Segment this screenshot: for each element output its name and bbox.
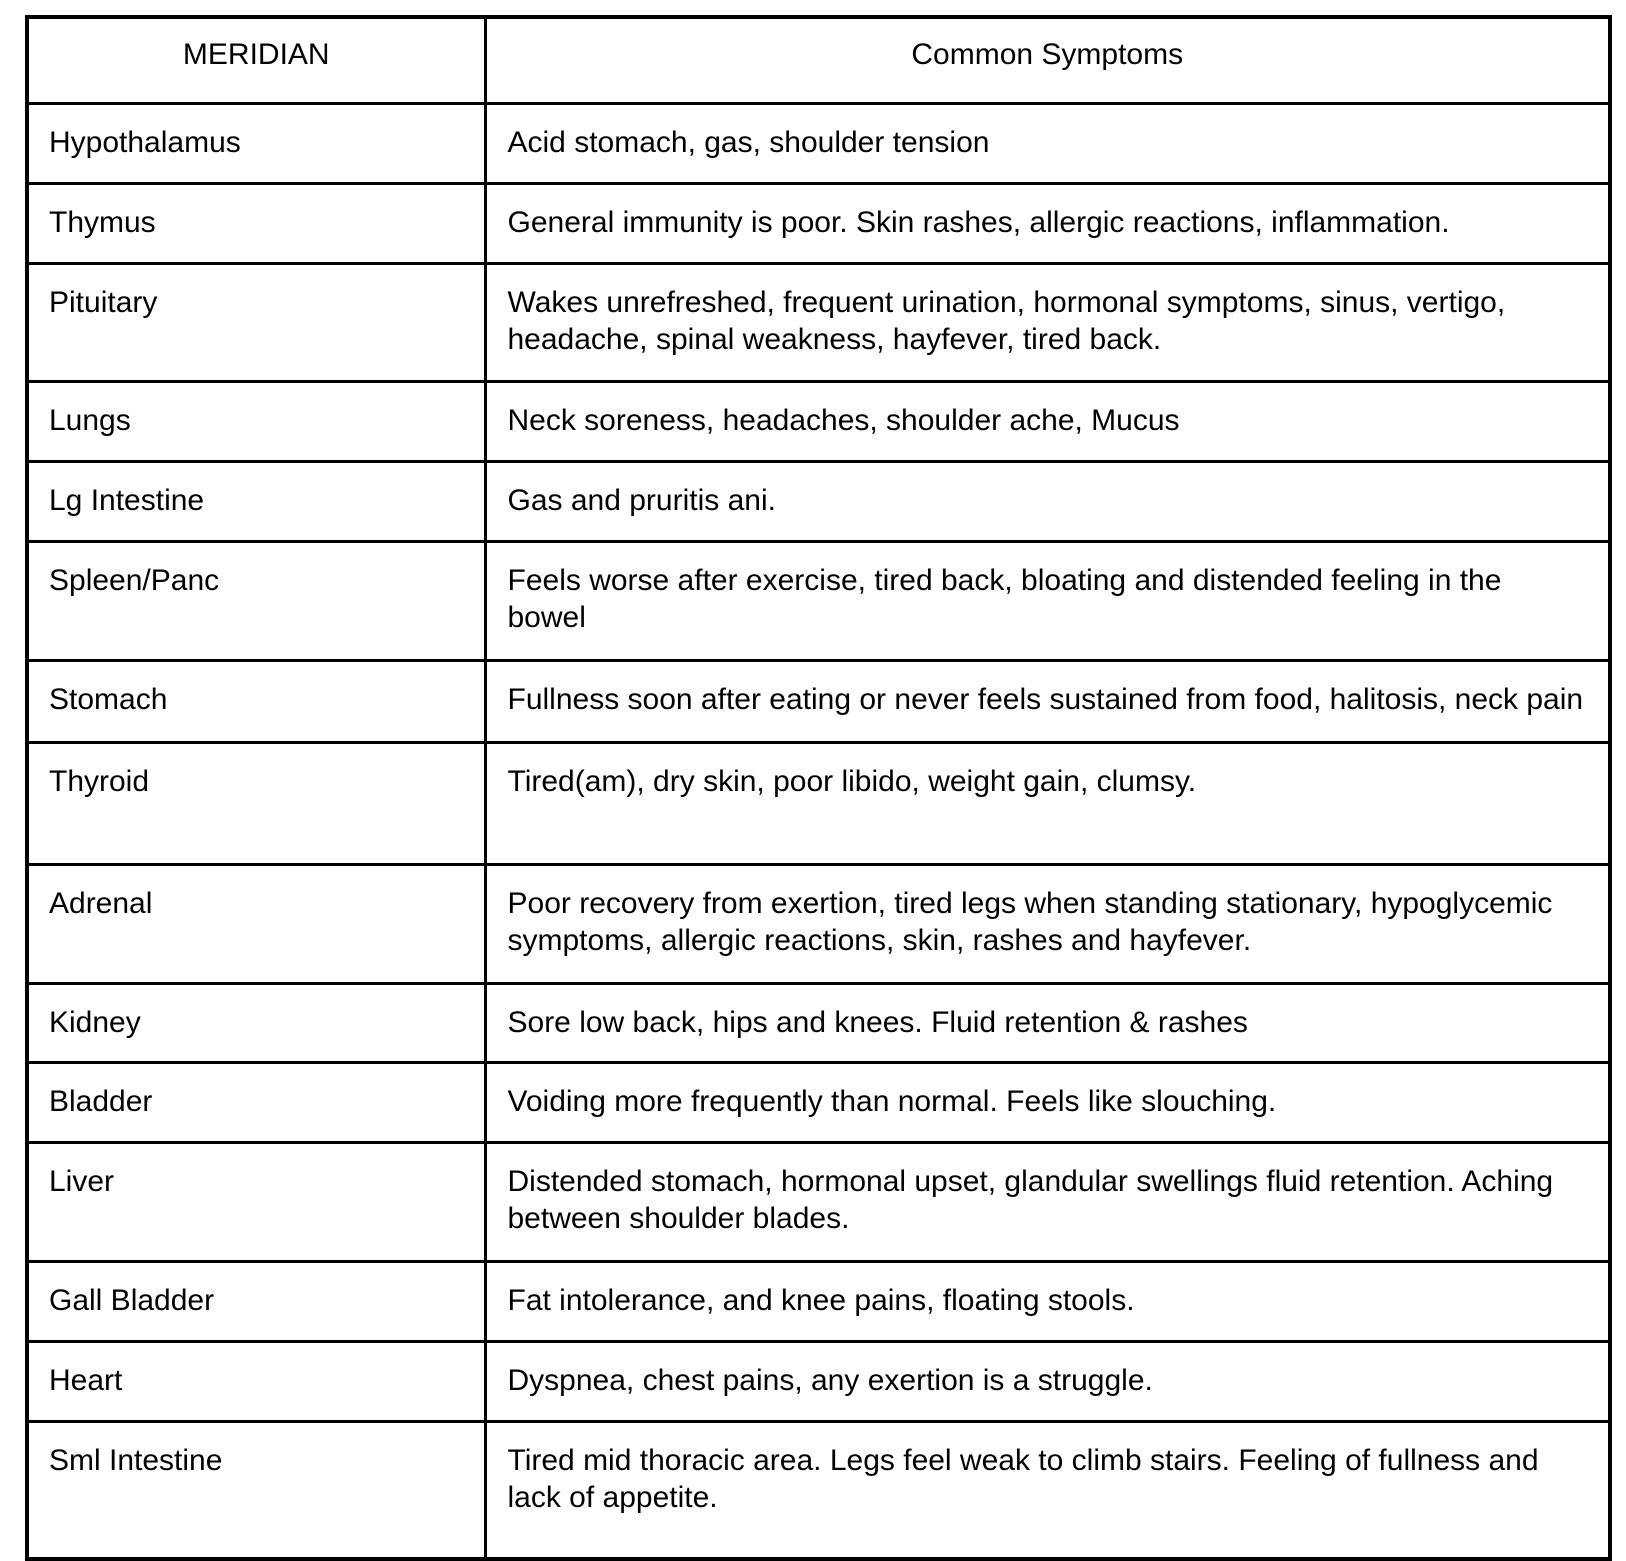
cell-symptoms: Acid stomach, gas, shoulder tension	[485, 103, 1610, 183]
meridian-symptoms-table	[25, 15, 1612, 1561]
cell-symptoms: Tired(am), dry skin, poor libido, weight gain, clumsy.	[485, 742, 1610, 864]
table-row	[27, 864, 1610, 983]
cell-symptoms: Tired mid thoracic area. Legs feel weak to climb stairs. Feeling of fullness and lack of appetite.	[485, 1421, 1610, 1558]
table-row	[27, 1143, 1610, 1262]
cell-meridian: Thymus	[27, 183, 485, 263]
cell-symptoms: Neck soreness, headaches, shoulder ache, Mucus	[485, 382, 1610, 462]
cell-meridian: Lungs	[27, 382, 485, 462]
table-row	[27, 1063, 1610, 1143]
cell-meridian: Liver	[27, 1143, 485, 1262]
cell-symptoms: Fullness soon after eating or never feels sustained from food, halitosis, neck pain	[485, 661, 1610, 743]
cell-symptoms: Sore low back, hips and knees. Fluid retention & rashes	[485, 983, 1610, 1063]
table-row	[27, 661, 1610, 743]
table-row	[27, 183, 1610, 263]
cell-symptoms: Wakes unrefreshed, frequent urination, hormonal symptoms, sinus, vertigo, headache, spinal weakness, hayfever, tired back.	[485, 263, 1610, 382]
table-row	[27, 1262, 1610, 1342]
cell-symptoms: Dyspnea, chest pains, any exertion is a struggle.	[485, 1342, 1610, 1422]
table-header-row	[27, 17, 1610, 103]
table-row	[27, 462, 1610, 542]
cell-symptoms: Distended stomach, hormonal upset, glandular swellings fluid retention. Aching between shoulder blades.	[485, 1143, 1610, 1262]
cell-meridian: Lg Intestine	[27, 462, 485, 542]
table-row	[27, 1342, 1610, 1422]
table-body	[27, 103, 1610, 1558]
cell-meridian: Adrenal	[27, 864, 485, 983]
cell-symptoms: Gas and pruritis ani.	[485, 462, 1610, 542]
column-header-meridian: MERIDIAN	[27, 17, 485, 103]
table-row	[27, 382, 1610, 462]
cell-meridian: Gall Bladder	[27, 1262, 485, 1342]
table-row	[27, 1421, 1610, 1558]
table-row	[27, 983, 1610, 1063]
cell-symptoms: Fat intolerance, and knee pains, floating stools.	[485, 1262, 1610, 1342]
cell-meridian: Bladder	[27, 1063, 485, 1143]
cell-symptoms: Poor recovery from exertion, tired legs when standing stationary, hypoglycemic symptoms, allergic reactions, skin, rashes and hayfever.	[485, 864, 1610, 983]
cell-meridian: Sml Intestine	[27, 1421, 485, 1558]
cell-meridian: Kidney	[27, 983, 485, 1063]
cell-meridian: Stomach	[27, 661, 485, 743]
table-row	[27, 263, 1610, 382]
column-header-symptoms: Common Symptoms	[485, 17, 1610, 103]
cell-meridian: Heart	[27, 1342, 485, 1422]
cell-meridian: Thyroid	[27, 742, 485, 864]
cell-symptoms: Feels worse after exercise, tired back, bloating and distended feeling in the bowel	[485, 542, 1610, 661]
cell-symptoms: General immunity is poor. Skin rashes, allergic reactions, inflammation.	[485, 183, 1610, 263]
cell-symptoms: Voiding more frequently than normal. Feels like slouching.	[485, 1063, 1610, 1143]
table-header	[27, 17, 1610, 103]
cell-meridian: Pituitary	[27, 263, 485, 382]
table-row	[27, 742, 1610, 864]
table-row	[27, 103, 1610, 183]
table-row	[27, 542, 1610, 661]
cell-meridian: Spleen/Panc	[27, 542, 485, 661]
cell-meridian: Hypothalamus	[27, 103, 485, 183]
